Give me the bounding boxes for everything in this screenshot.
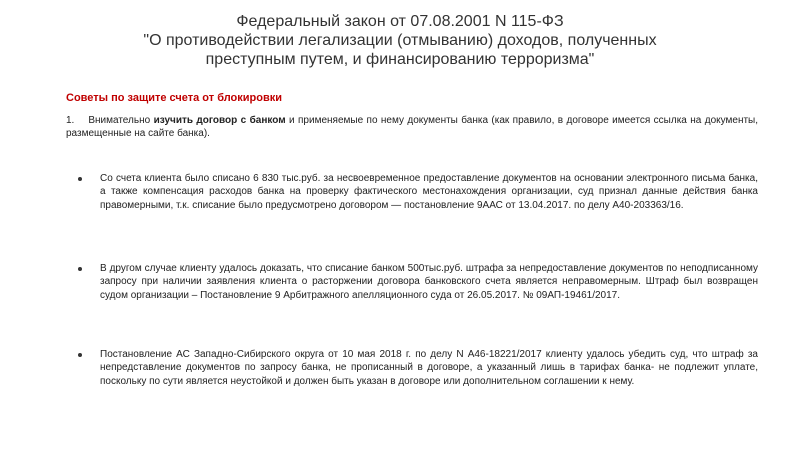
numbered-point [66, 114, 758, 140]
title-line-1: Федеральный закон от 07.08.2001 N 115-ФЗ [236, 13, 564, 30]
point-text: и применяемые по нему документы банка (как правило, в договоре имеется ссылка на документы, размещенные на сайте банка). [66, 115, 759, 139]
list-item [78, 348, 758, 388]
section-heading: Советы по защите счета от блокировки [66, 92, 283, 104]
bullet-dot-icon [78, 267, 82, 271]
point-emphasis: изучить договор с банком [153, 115, 286, 126]
title-line-2: "О противодействии легализации (отмыванию) доходов, полученных [143, 32, 657, 49]
bullet-dot-icon [78, 353, 82, 357]
bullet-dot-icon [78, 177, 82, 181]
point-number: 1. [66, 115, 75, 126]
slide-title [100, 12, 700, 69]
title-line-3: преступным путем, и финансированию терроризма" [205, 51, 595, 68]
list-item [78, 172, 758, 212]
list-item-text: Постановление АС Западно-Сибирского округа от 10 мая 2018 г. по делу N А46-18221/2017 клиенту удалось убедить суд, что штраф за непредставление документов по запросу банка, не прописанный в договоре, а указанный лишь в тарифах банка- не подлежит уплате, поскольку по сути является неустойкой и должен быть указан в договоре или дополнительном соглашении к нему. [100, 349, 758, 387]
list-item-text: Со счета клиента было списано 6 830 тыс.руб. за несвоевременное предоставление документов на основании электронного письма банка, а также компенсация расходов банка на проверку фактического местонахождения организации, суд признал данные действия банка правомерными, т.к. списание было предусмотрено договором — постановление 9ААС от 13.04.2017. по делу А40-203363/16. [100, 173, 758, 211]
list-item-text: В другом случае клиенту удалось доказать, что списание банком 500тыс.руб. штрафа за непредоставление документов по неподписанному запросу при наличии заявления клиента о расторжении договора банковского счета является неправомерным. Штраф был возвращен судом организации – Постановление 9 Арбитражного апелляционного суда от 26.05.2017. № 09АП-19461/2017. [100, 263, 758, 301]
point-lead: Внимательно [88, 115, 151, 126]
list-item [78, 262, 758, 302]
